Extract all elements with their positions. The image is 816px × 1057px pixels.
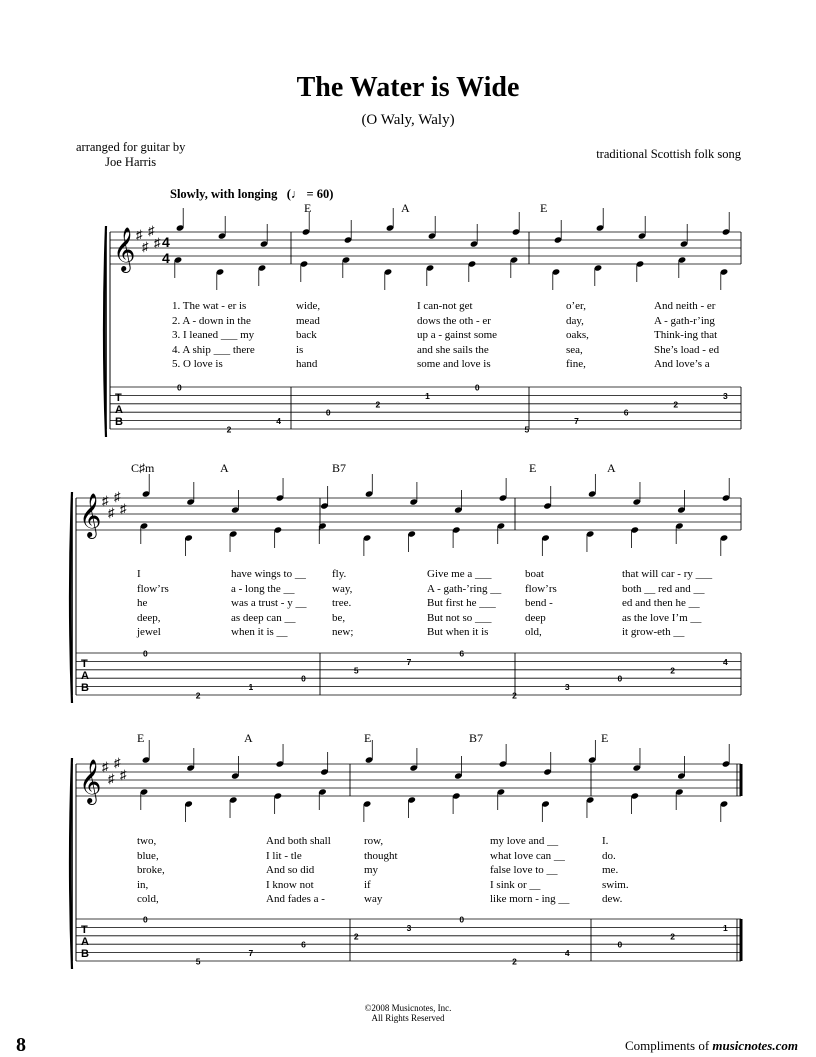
tab-fret-number: 5 bbox=[195, 956, 201, 967]
sharp-icon: ♯ bbox=[108, 505, 115, 520]
lyric-syllable: like morn - ing __ bbox=[490, 893, 570, 906]
lyric-syllable: it grow-eth __ bbox=[622, 626, 685, 639]
tab-fret-number: 7 bbox=[406, 656, 412, 667]
lyric-syllable: fly. bbox=[332, 568, 347, 580]
treble-clef-icon: 𝄞 bbox=[79, 761, 102, 803]
quarter-note-icon: ♩ bbox=[290, 187, 304, 201]
lyric-syllable: wide, bbox=[296, 300, 321, 312]
lyric-syllable: back bbox=[296, 329, 317, 342]
tab-fret-number: 1 bbox=[248, 682, 254, 693]
time-signature-bottom: 4 bbox=[162, 250, 170, 266]
lyric-syllable: I sink or __ bbox=[490, 878, 541, 891]
lyric-syllable: if bbox=[364, 878, 371, 891]
lyric-syllable: oaks, bbox=[566, 329, 589, 342]
chord-symbol: C♯m bbox=[131, 461, 155, 475]
tab-fret-number: 0 bbox=[617, 939, 623, 950]
lyric-syllable: have wings to __ bbox=[231, 568, 306, 580]
lyric-syllable: me. bbox=[602, 864, 619, 877]
tab-fret-number: 0 bbox=[474, 382, 480, 393]
tab-fret-number: 2 bbox=[670, 665, 676, 676]
tab-clef-letter: A bbox=[81, 936, 89, 948]
lyric-syllable: was a trust - y __ bbox=[231, 597, 307, 610]
source-credit: traditional Scottish folk song bbox=[596, 147, 741, 161]
lyric-syllable: 5. O love is bbox=[172, 358, 223, 371]
sharp-icon: ♯ bbox=[114, 755, 121, 770]
lyric-syllable: a - long the __ bbox=[231, 582, 295, 595]
lyric-syllable: as the love I’m __ bbox=[622, 611, 702, 624]
lyric-syllable: be, bbox=[332, 611, 346, 624]
lyric-syllable: But first he ___ bbox=[427, 597, 496, 610]
lyric-syllable: And neith - er bbox=[654, 300, 716, 312]
tab-fret-number: 2 bbox=[195, 690, 201, 701]
lyric-syllable: jewel bbox=[137, 626, 161, 639]
lyric-syllable: way, bbox=[332, 582, 353, 595]
chord-symbol: E bbox=[529, 461, 537, 475]
time-signature-top: 4 bbox=[162, 234, 170, 250]
lyric-syllable: boat bbox=[525, 568, 544, 580]
tab-clef-letter: B bbox=[81, 682, 89, 694]
tab-fret-number: 4 bbox=[276, 416, 282, 427]
tab-fret-number: 0 bbox=[177, 382, 182, 393]
tab-fret-number: 2 bbox=[512, 690, 517, 701]
lyric-syllable: And both shall bbox=[266, 835, 331, 847]
lyric-syllable: But when it is bbox=[427, 626, 489, 639]
tab-fret-number: 6 bbox=[301, 939, 306, 950]
tab-clef-letter: A bbox=[81, 670, 89, 682]
lyric-syllable: ed and then he __ bbox=[622, 597, 700, 610]
lyric-syllable: new; bbox=[332, 626, 354, 639]
tab-fret-number: 0 bbox=[301, 673, 306, 684]
tab-fret-number: 2 bbox=[375, 399, 381, 410]
treble-clef-icon: 𝄞 bbox=[113, 229, 136, 271]
chord-symbol: E bbox=[601, 731, 609, 745]
lyric-syllable: 4. A ship ___ there bbox=[172, 343, 255, 356]
lyric-syllable: And so did bbox=[266, 864, 315, 877]
lyric-syllable: But not so ___ bbox=[427, 611, 492, 624]
tab-clef-letter: B bbox=[81, 948, 89, 960]
sharp-icon: ♯ bbox=[136, 227, 143, 242]
lyric-syllable: I lit - tle bbox=[266, 849, 302, 862]
lyric-syllable: dew. bbox=[602, 893, 623, 906]
lyric-syllable: 2. A - down in the bbox=[172, 314, 251, 327]
lyric-syllable: my bbox=[364, 864, 379, 877]
lyric-syllable: sea, bbox=[566, 343, 583, 356]
tab-clef-letter: T bbox=[115, 392, 122, 404]
tab-clef-letter: B bbox=[115, 416, 123, 428]
tempo-marking: Slowly, with longing (♩ = 60) bbox=[170, 187, 334, 201]
tab-fret-number: 0 bbox=[617, 673, 623, 684]
lyric-syllable: Think-ing that bbox=[654, 329, 718, 342]
copyright-line-1: ©2008 Musicnotes, Inc. bbox=[364, 1003, 452, 1013]
song-subtitle: (O Waly, Waly) bbox=[361, 112, 455, 128]
lyric-syllable: what love can __ bbox=[490, 849, 565, 862]
lyric-syllable: up a - gainst some bbox=[417, 329, 498, 342]
lyric-syllable: way bbox=[364, 893, 383, 906]
tab-clef-letter: T bbox=[81, 658, 88, 670]
tab-fret-number: 2 bbox=[226, 424, 232, 435]
lyric-syllable: She’s load - ed bbox=[654, 343, 720, 356]
tab-fret-number: 2 bbox=[673, 399, 679, 410]
lyric-syllable: that will car - ry ___ bbox=[622, 568, 713, 580]
lyric-syllable: thought bbox=[364, 849, 398, 862]
chord-symbol: E bbox=[304, 201, 312, 215]
tempo-text: Slowly, with longing bbox=[170, 187, 278, 201]
sharp-icon: ♯ bbox=[102, 759, 109, 774]
tab-fret-number: 7 bbox=[248, 948, 254, 959]
chord-symbol: B7 bbox=[469, 731, 484, 745]
lyric-syllable: And fades a - bbox=[266, 893, 325, 906]
tempo-value: = 60 bbox=[306, 187, 330, 201]
lyric-syllable: A - gath-’ring __ bbox=[427, 582, 502, 595]
sharp-icon: ♯ bbox=[102, 493, 109, 508]
lyric-syllable: 3. I leaned ___ my bbox=[172, 329, 255, 342]
lyric-syllable: I bbox=[137, 568, 141, 580]
lyric-syllable: is bbox=[296, 343, 304, 356]
footer-credit bbox=[625, 1038, 798, 1054]
lyric-syllable: when it is __ bbox=[231, 626, 288, 639]
tab-fret-number: 4 bbox=[723, 656, 728, 667]
footer-text: Compliments of bbox=[625, 1038, 710, 1053]
sharp-icon: ♯ bbox=[154, 235, 161, 250]
lyric-syllable: broke, bbox=[137, 864, 165, 877]
sharp-icon: ♯ bbox=[120, 501, 127, 516]
lyric-syllable: blue, bbox=[137, 849, 159, 862]
lyric-syllable: flow’rs bbox=[137, 582, 169, 595]
lyric-syllable: I. bbox=[602, 835, 609, 847]
lyric-syllable: cold, bbox=[137, 893, 159, 906]
lyric-syllable: and she sails the bbox=[417, 343, 489, 356]
tab-fret-number: 3 bbox=[406, 922, 412, 933]
lyric-syllable: mead bbox=[296, 314, 320, 327]
tab-fret-number: 3 bbox=[723, 390, 728, 401]
lyric-syllable: I can-not get bbox=[417, 300, 473, 312]
lyric-syllable: fine, bbox=[566, 358, 586, 371]
lyric-syllable: 1. The wat - er is bbox=[172, 300, 247, 312]
lyric-syllable: I know not bbox=[266, 878, 314, 891]
lyric-syllable: do. bbox=[602, 849, 616, 862]
lyric-syllable: bend - bbox=[525, 597, 553, 610]
lyric-syllable: dows the oth - er bbox=[417, 314, 491, 327]
lyric-syllable: as deep can __ bbox=[231, 611, 296, 624]
tab-fret-number: 4 bbox=[564, 948, 570, 959]
lyric-syllable: o’er, bbox=[566, 300, 587, 312]
tab-fret-number: 6 bbox=[623, 407, 629, 418]
sharp-icon: ♯ bbox=[142, 239, 149, 254]
tab-clef-letter: T bbox=[81, 924, 88, 936]
lyric-syllable: row, bbox=[364, 835, 384, 847]
lyric-syllable: day, bbox=[566, 314, 584, 327]
lyric-syllable: both __ red and __ bbox=[622, 582, 705, 595]
chord-symbol: A bbox=[220, 461, 229, 475]
lyric-syllable: tree. bbox=[332, 597, 352, 610]
tab-fret-number: 5 bbox=[524, 424, 530, 435]
sharp-icon: ♯ bbox=[120, 767, 127, 782]
tab-fret-number: 3 bbox=[564, 682, 570, 693]
lyric-syllable: deep, bbox=[137, 611, 161, 624]
chord-symbol: E bbox=[137, 731, 145, 745]
chord-symbol: A bbox=[401, 201, 410, 215]
chord-symbol: E bbox=[364, 731, 372, 745]
lyric-syllable: deep bbox=[525, 611, 546, 624]
lyric-syllable: Give me a ___ bbox=[427, 568, 492, 580]
lyric-syllable: in, bbox=[137, 878, 149, 891]
tab-fret-number: 0 bbox=[143, 648, 148, 659]
tab-fret-number: 1 bbox=[723, 922, 728, 933]
chord-symbol: E bbox=[540, 201, 548, 215]
tab-clef-letter: A bbox=[115, 404, 123, 416]
chord-symbol: A bbox=[244, 731, 253, 745]
chord-symbol: B7 bbox=[332, 461, 347, 475]
tab-fret-number: 7 bbox=[574, 416, 579, 427]
lyric-syllable: flow’rs bbox=[525, 582, 557, 595]
tab-fret-number: 2 bbox=[512, 956, 517, 967]
lyric-syllable: some and love is bbox=[417, 358, 491, 371]
footer-brand-link[interactable]: musicnotes.com bbox=[712, 1038, 798, 1053]
lyric-syllable: false love to __ bbox=[490, 864, 558, 877]
arranger-line-1: arranged for guitar by bbox=[76, 140, 186, 154]
copyright-notice bbox=[0, 1003, 816, 1023]
tab-fret-number: 0 bbox=[459, 914, 465, 925]
tab-fret-number: 2 bbox=[670, 931, 676, 942]
lyric-syllable: two, bbox=[137, 835, 157, 847]
song-title: The Water is Wide bbox=[296, 72, 520, 103]
arranger-line-2: Joe Harris bbox=[105, 155, 157, 169]
tab-fret-number: 5 bbox=[353, 665, 359, 676]
sharp-icon: ♯ bbox=[114, 489, 121, 504]
copyright-line-2: All Rights Reserved bbox=[371, 1013, 445, 1023]
treble-clef-icon: 𝄞 bbox=[79, 495, 102, 537]
tab-fret-number: 0 bbox=[325, 407, 331, 418]
lyric-syllable: And love’s a bbox=[654, 358, 710, 371]
lyric-syllable: swim. bbox=[602, 878, 629, 891]
tab-fret-number: 0 bbox=[143, 914, 148, 925]
lyric-syllable: old, bbox=[525, 626, 542, 639]
chord-symbol: A bbox=[607, 461, 616, 475]
sharp-icon: ♯ bbox=[108, 771, 115, 786]
page-number: 8 bbox=[16, 1034, 26, 1056]
lyric-syllable: A - gath-r’ing bbox=[654, 314, 715, 327]
lyric-syllable: hand bbox=[296, 358, 318, 371]
tab-fret-number: 6 bbox=[459, 648, 465, 659]
lyric-syllable: my love and __ bbox=[490, 835, 559, 847]
tab-fret-number: 1 bbox=[425, 390, 430, 401]
lyric-syllable: he bbox=[137, 597, 148, 610]
tab-fret-number: 2 bbox=[353, 931, 359, 942]
sharp-icon: ♯ bbox=[148, 223, 155, 238]
